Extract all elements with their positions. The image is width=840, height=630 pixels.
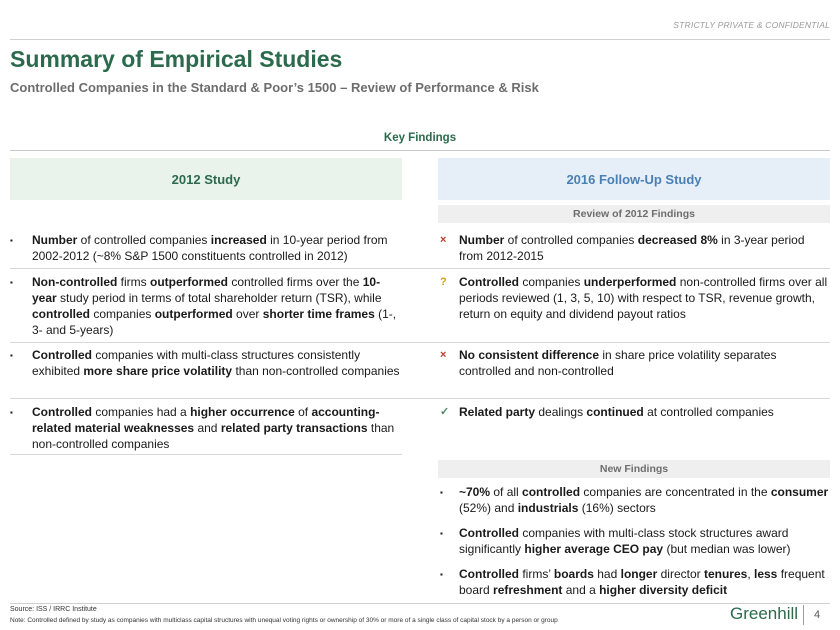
check-icon: ✓: [440, 406, 450, 418]
new-findings-label: New Findings: [438, 460, 830, 478]
bullet-icon: ▪: [10, 408, 13, 417]
bullet-icon: ▪: [10, 351, 13, 360]
key-findings-divider: [10, 150, 830, 151]
bullet-icon: ▪: [440, 570, 443, 579]
row-divider: [10, 398, 830, 399]
confidential-label: STRICTLY PRIVATE & CONFIDENTIAL: [673, 20, 830, 30]
finding-2012-1: Number of controlled companies increased in 10-year period from 2002-2012 (~8% S&P 1500 constituents controlled in 2012): [32, 233, 388, 263]
bullet-icon: ▪: [10, 278, 13, 287]
page-title: Summary of Empirical Studies: [10, 46, 343, 72]
source-note: Source: ISS / IRRC Institute: [10, 606, 97, 613]
review-findings-label: Review of 2012 Findings: [438, 205, 830, 223]
finding-2016-3: No consistent difference in share price volatility separates controlled and non-controlled: [459, 348, 777, 378]
top-divider: [10, 39, 830, 40]
greenhill-logo: Greenhill: [730, 604, 799, 623]
bullet-icon: ▪: [10, 236, 13, 245]
cross-icon: ×: [440, 234, 447, 246]
definition-note: Note: Controlled defined by study as companies with multiclass capital structures with unequal voting rights or ownership of 30% or more of a single class of capital stock by a person or group: [10, 617, 558, 624]
finding-2012-4: Controlled companies had a higher occurrence of accounting-related material weaknesses and related party transactions than non-controlled companies: [32, 405, 395, 451]
finding-2016-2: Controlled companies underperformed non-controlled firms over all periods reviewed (1, 3, 5, 10) with respect to TSR, revenue growth, return on equity and dividend payout ratios: [459, 275, 828, 321]
key-findings-heading: Key Findings: [383, 132, 457, 144]
finding-2016-1: Number of controlled companies decreased 8% in 3-year period from 2012-2015: [459, 233, 805, 263]
column-header-2016: 2016 Follow-Up Study: [438, 158, 830, 200]
question-icon: ?: [440, 276, 447, 288]
column-header-2012: 2012 Study: [10, 158, 402, 200]
finding-2012-2: Non-controlled firms outperformed controlled firms over the 10-year study period in terms of total shareholder return (TSR), while controlled companies outperformed over shorter time frames (1-, 3- and 5-years): [32, 275, 397, 337]
footer-divider: [10, 603, 830, 604]
page-number: 4: [814, 609, 821, 621]
cross-icon: ×: [440, 349, 447, 361]
bullet-icon: ▪: [440, 488, 443, 497]
row-divider: [10, 454, 402, 455]
new-finding-3: Controlled firms’ boards had longer director tenures, less frequent board refreshment and a higher diversity deficit: [459, 567, 825, 597]
bullet-icon: ▪: [440, 529, 443, 538]
row-divider: [10, 268, 830, 269]
finding-2016-4: Related party dealings continued at controlled companies: [459, 405, 774, 419]
page-subtitle: Controlled Companies in the Standard & Poor’s 1500 – Review of Performance & Risk: [10, 80, 539, 95]
new-finding-1: ~70% of all controlled companies are concentrated in the consumer (52%) and industrials (16%) sectors: [459, 485, 829, 515]
finding-2012-3: Controlled companies with multi-class structures consistently exhibited more share price volatility than non-controlled companies: [32, 348, 400, 378]
new-finding-2: Controlled companies with multi-class stock structures award significantly higher average CEO pay (but median was lower): [459, 526, 791, 556]
row-divider: [10, 342, 830, 343]
logo-separator: [803, 605, 804, 625]
